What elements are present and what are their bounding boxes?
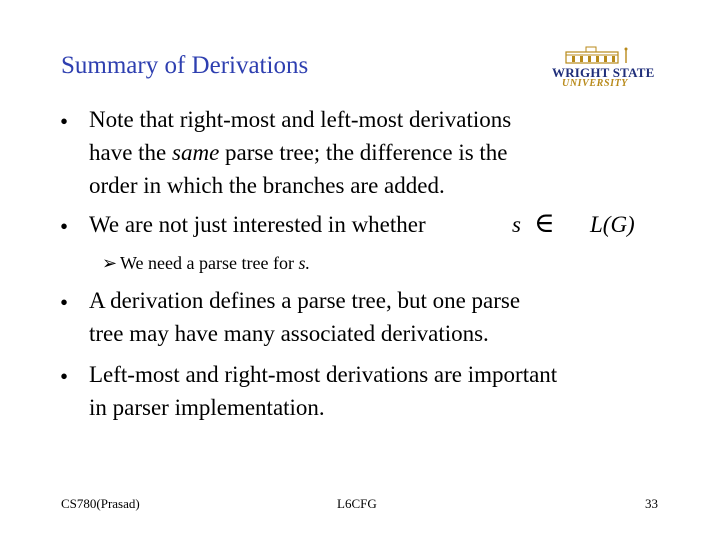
bullet-1-line-3: order in which the branches are added. — [89, 173, 445, 198]
bullet-4-line-2: in parser implementation. — [89, 395, 325, 420]
bullet-4-line-1: Left-most and right-most derivations are important — [89, 362, 558, 387]
subbullet-line: We need a parse tree for s. — [120, 253, 310, 273]
bullet-marker: • — [60, 290, 69, 315]
bullet-2-text: We are not just interested in whether — [89, 212, 426, 237]
bullet-3-line-2: tree may have many associated derivations. — [89, 321, 489, 346]
bullet-3-line-1: A derivation defines a parse tree, but one parse — [89, 288, 521, 313]
bullet-1-line-2: have the same parse tree; the difference is the — [89, 140, 508, 165]
slide-title: Summary of Derivations — [61, 52, 309, 79]
bullet-marker: • — [60, 364, 69, 389]
element-of-symbol: ∈ — [534, 208, 555, 239]
footer-author: CS780(Prasad) — [61, 496, 140, 511]
math-lg: L(G) — [590, 212, 635, 237]
building-icon — [564, 46, 632, 65]
footer-topic: L6CFG — [337, 496, 377, 511]
page-number: 33 — [645, 496, 658, 511]
arrow-bullet-icon: ➢ — [102, 253, 118, 273]
bullet-marker: • — [60, 214, 69, 239]
logo-text-university: UNIVERSITY — [562, 78, 629, 89]
math-s: s — [512, 212, 521, 237]
university-logo — [548, 46, 655, 92]
bullet-1-line-1: Note that right-most and left-most derivations — [89, 107, 512, 132]
logo-text-wright-state: WRIGHT STATE — [552, 65, 655, 80]
emphasis-same: same — [172, 140, 220, 165]
bullet-marker: • — [60, 109, 69, 134]
